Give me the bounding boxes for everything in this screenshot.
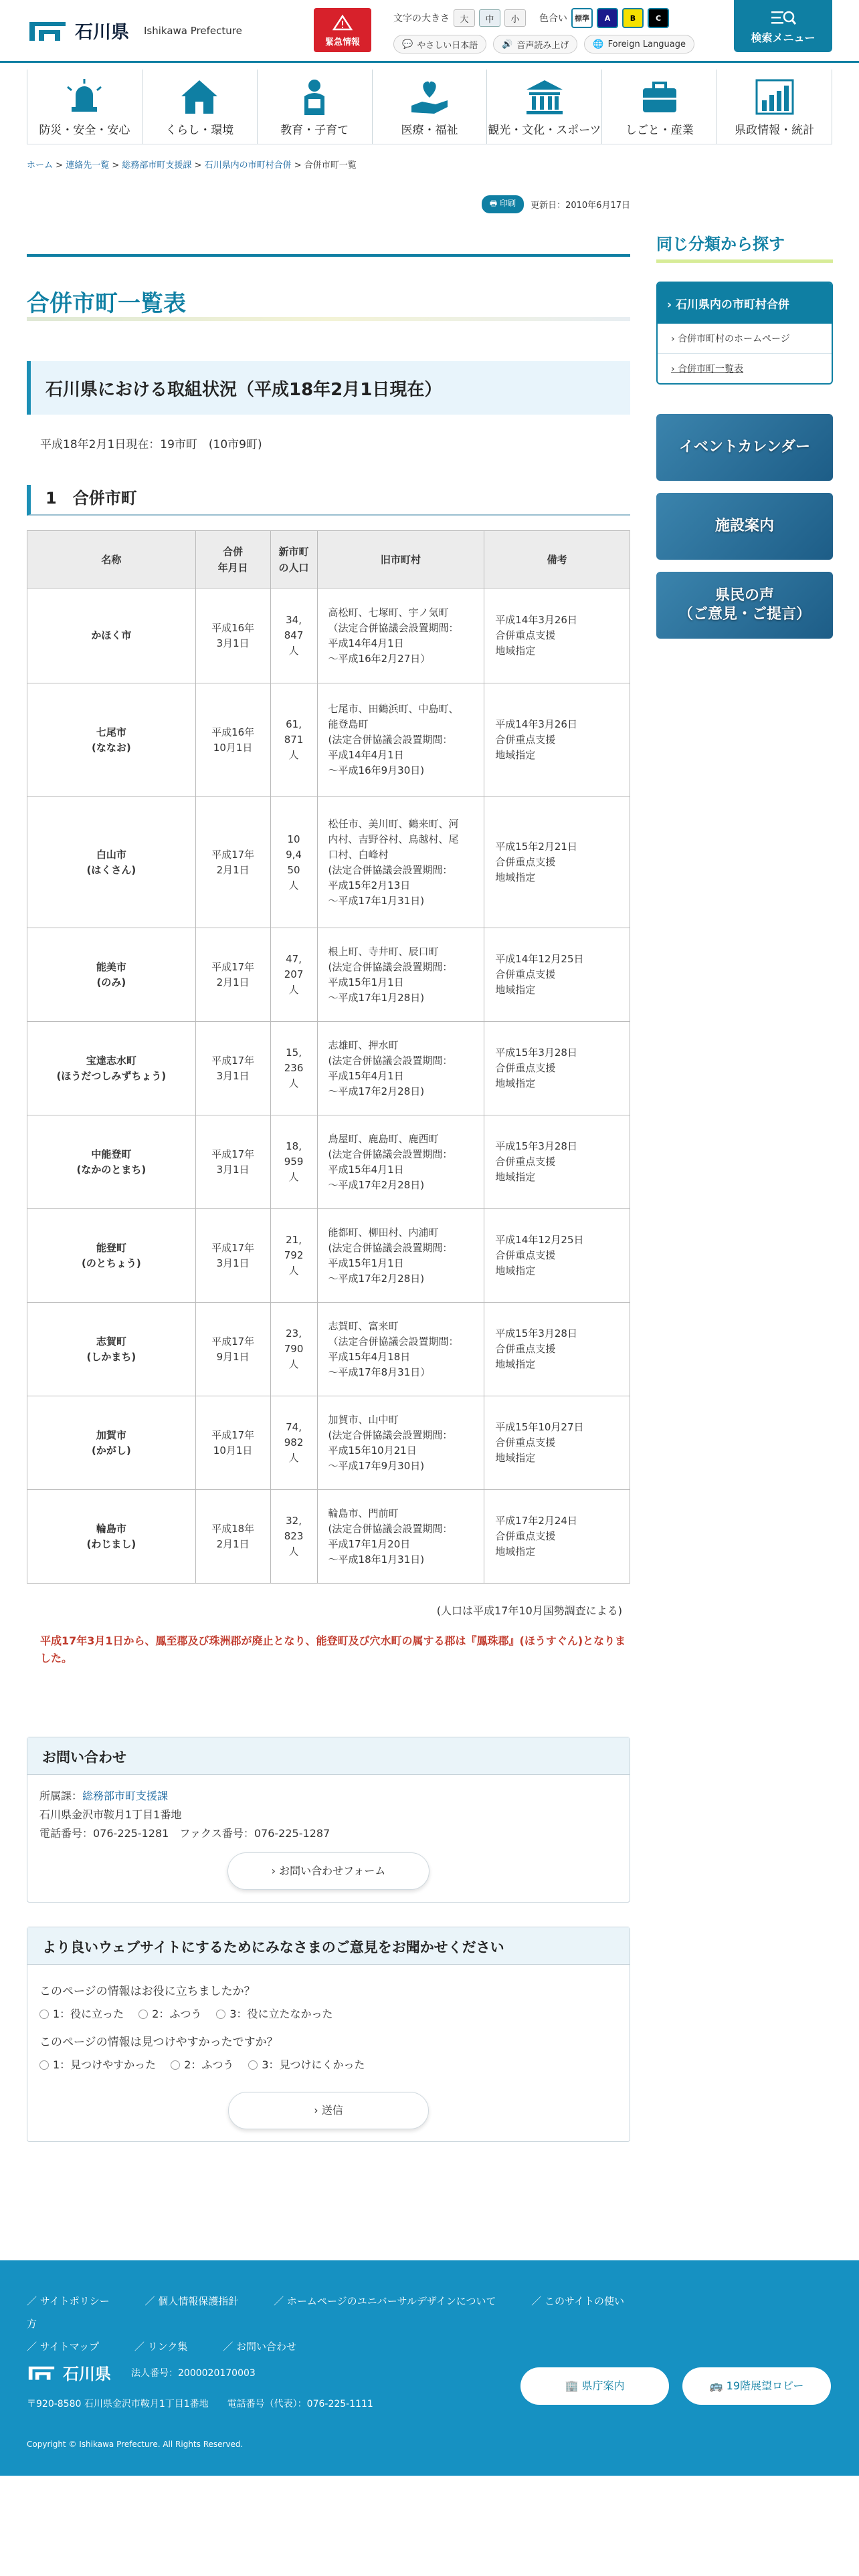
cell-name: 輪島市 (わじまし) <box>27 1490 196 1584</box>
cell-population: 34, 847 人 <box>270 588 317 683</box>
sidebar-category-title[interactable]: › 石川県内の市町村合併 <box>658 283 832 324</box>
building-icon: 🏢 <box>565 2379 582 2392</box>
emergency-label: 緊急情報 <box>324 37 360 47</box>
col-date: 合併 年月日 <box>195 531 270 588</box>
cell-former: 松任市、美川町、鶴来町、河 内村、吉野谷村、鳥越村、尾 口村、白峰村 (法定合併協議会設置期間： 平成15年2月13日 ～平成17年1月31日) <box>317 797 484 928</box>
bar-chart-icon <box>754 78 795 116</box>
corporate-number: 法人番号：2000020170003 <box>131 2367 256 2379</box>
q1-option-1[interactable]: 1：役に立った <box>39 2005 124 2024</box>
cell-date: 平成17年 2月1日 <box>195 928 270 1022</box>
globe-icon: 🌐 <box>593 39 604 49</box>
foreign-language-button[interactable]: 🌐 Foreign Language <box>584 35 694 53</box>
alert-light-icon <box>64 78 105 116</box>
radio-icon <box>138 2010 148 2019</box>
sidebar-item-merger-homepages[interactable]: › 合併市町村のホームページ <box>658 324 832 354</box>
footer-links <box>27 2290 629 2358</box>
facility-guide-banner[interactable]: 施設案内 <box>656 493 833 560</box>
footer-logo <box>27 2361 256 2384</box>
office-guide-button[interactable]: 🏢 県庁案内 <box>520 2367 669 2405</box>
q2-option-1[interactable]: 1：見つけやすかった <box>39 2056 156 2074</box>
global-nav <box>27 70 832 144</box>
cell-population: 21, 792 人 <box>270 1209 317 1303</box>
table-row <box>27 1022 630 1115</box>
font-medium-button[interactable]: 中 <box>479 9 500 27</box>
radio-icon <box>39 2060 49 2070</box>
survey-q1: このページの情報はお役に立ちましたか？ <box>39 1985 256 1998</box>
emergency-button[interactable] <box>314 8 371 52</box>
population-note: (人口は平成17年10月国勢調査による) <box>436 1604 622 1617</box>
event-calendar-banner[interactable]: イベントカレンダー <box>656 414 833 481</box>
cell-date: 平成17年 3月1日 <box>195 1209 270 1303</box>
cell-remarks: 平成15年3月28日 合併重点支援 地域指定 <box>484 1022 630 1115</box>
col-name: 名称 <box>27 531 196 588</box>
temple-icon <box>524 78 565 116</box>
gnav-item-tourism[interactable]: 観光・文化・スポーツ <box>486 70 601 144</box>
cell-name: 加賀市 (かがし) <box>27 1396 196 1490</box>
contact-address: 石川県金沢市鞍月1丁目1番地 <box>39 1808 182 1821</box>
page-title-block <box>27 254 630 321</box>
printer-icon: 🖶 <box>489 198 500 208</box>
site-footer <box>0 2260 859 2476</box>
footer-link-links[interactable]: ／ リンク集 <box>134 2341 188 2353</box>
sidebar-item-merger-list[interactable]: › 合併市町一覧表 <box>671 364 744 374</box>
dept-link[interactable]: 総務部市町支援課 <box>82 1790 169 1802</box>
survey-q2: このページの情報は見つけやすかったですか？ <box>39 2036 278 2049</box>
logo-english: Ishikawa Prefecture <box>144 24 242 37</box>
sidebar <box>656 231 833 639</box>
main-content <box>27 194 630 2142</box>
breadcrumb-current: 合併市町一覧 <box>304 160 357 171</box>
col-population: 新市町 の人口 <box>270 531 317 588</box>
cell-former: 志雄町、押水町 (法定合併協議会設置期間： 平成15年4月1日 ～平成17年2月28日) <box>317 1022 484 1115</box>
warning-icon <box>332 15 353 31</box>
cell-remarks: 平成15年3月28日 合併重点支援 地域指定 <box>484 1303 630 1396</box>
cell-population: 18, 959 人 <box>270 1115 317 1209</box>
cell-name: 中能登町 (なかのとまち) <box>27 1115 196 1209</box>
cell-former: 七尾市、田鶴浜町、中島町、 能登島町 (法定合併協議会設置期間： 平成14年4月1日 ～平成16年9月30日) <box>317 683 484 797</box>
prefecture-emblem-icon <box>27 18 68 43</box>
cell-population: 47, 207 人 <box>270 928 317 1022</box>
speech-bubble-icon: 💬 <box>402 39 413 49</box>
breadcrumb-home[interactable]: ホーム <box>27 160 54 171</box>
table-row <box>27 1490 630 1584</box>
q2-option-2[interactable]: 2：ふつう <box>171 2056 233 2074</box>
sidebar-category-box <box>656 282 833 385</box>
table-header-row <box>27 531 630 588</box>
logo-text: 石川県 <box>75 22 129 43</box>
heart-hand-icon <box>409 78 450 116</box>
search-menu-label: 検索メニュー <box>751 31 816 44</box>
citizens-voice-banner[interactable]: 県民の声 （ご意見・ご提言） <box>656 572 833 639</box>
cell-population: 15, 236 人 <box>270 1022 317 1115</box>
table-row <box>27 1396 630 1490</box>
title-decoration <box>27 317 630 321</box>
contact-title: お問い合わせ <box>27 1737 630 1775</box>
radio-icon <box>216 2010 225 2019</box>
cell-date: 平成17年 10月1日 <box>195 1396 270 1490</box>
cell-name: かほく市 <box>27 588 196 683</box>
table-row <box>27 1303 630 1396</box>
cell-date: 平成17年 9月1日 <box>195 1303 270 1396</box>
cell-remarks: 平成17年2月24日 合併重点支援 地域指定 <box>484 1490 630 1584</box>
table-row <box>27 797 630 928</box>
cell-former: 加賀市、山中町 (法定合併協議会設置期間： 平成15年10月21日 ～平成17年9月30日) <box>317 1396 484 1490</box>
radio-icon <box>39 2010 49 2019</box>
table-row <box>27 588 630 683</box>
table-row <box>27 928 630 1022</box>
gnav-item-education[interactable]: 教育・子育て <box>257 70 372 144</box>
radio-icon <box>248 2060 258 2070</box>
cell-former: 志賀町、富来町 （法定合併協議会設置期間： 平成15年4月18日 ～平成17年8月31日） <box>317 1303 484 1396</box>
child-icon <box>294 78 335 116</box>
county-note: 平成17年3月1日から、鳳至郡及び珠洲郡が廃止となり、能登町及び穴水町の属する郡は『鳳珠郡』(ほうすぐん)となりました。 <box>40 1634 626 1665</box>
cell-former: 能都町、柳田村、内浦町 (法定合併協議会設置期間： 平成15年1月1日 ～平成17年2月28日) <box>317 1209 484 1303</box>
breadcrumb-dept[interactable]: 総務部市町支援課 <box>122 160 192 171</box>
cell-name: 七尾市 (ななお) <box>27 683 196 797</box>
print-button[interactable]: 🖶 印刷 <box>482 195 524 213</box>
footer-link-privacy[interactable]: ／ 個人情報保護指針 <box>145 2295 239 2307</box>
color-a-button[interactable]: A <box>597 8 618 28</box>
cell-date: 平成17年 3月1日 <box>195 1115 270 1209</box>
table-row <box>27 1115 630 1209</box>
footer-link-contact[interactable]: ／ お問い合わせ <box>223 2341 296 2353</box>
read-aloud-button[interactable]: 🔊 音声読み上げ <box>493 35 577 53</box>
contact-phone: 電話番号：076-225-1281 ファクス番号：076-225-1287 <box>39 1827 330 1840</box>
cell-name: 白山市 (はくさん) <box>27 797 196 928</box>
cell-former: 高松町、七塚町、宇ノ気町 （法定合併協議会設置期間： 平成14年4月1日 ～平成16年2月27日） <box>317 588 484 683</box>
merger-table <box>27 530 630 1584</box>
cell-population: 32, 823 人 <box>270 1490 317 1584</box>
contact-box <box>27 1737 630 1903</box>
prefecture-emblem-icon <box>27 2363 56 2382</box>
radio-icon <box>171 2060 180 2070</box>
gnav-item-living[interactable]: くらし・環境 <box>142 70 257 144</box>
cell-remarks: 平成14年3月26日 合併重点支援 地域指定 <box>484 588 630 683</box>
cell-remarks: 平成14年12月25日 合併重点支援 地域指定 <box>484 1209 630 1303</box>
site-header <box>0 0 859 63</box>
cell-remarks: 平成14年12月25日 合併重点支援 地域指定 <box>484 928 630 1022</box>
font-small-button[interactable]: 小 <box>504 9 526 27</box>
accessibility-tools <box>393 8 714 53</box>
cell-name: 能登町 (のとちょう) <box>27 1209 196 1303</box>
section-title: 石川県における取組状況（平成18年2月1日現在） <box>27 361 630 415</box>
breadcrumb: ホーム > 連絡先一覧 > 総務部市町支援課 > 石川県内の市町村合併 > 合併市町一覧 <box>27 160 357 171</box>
briefcase-icon <box>639 78 680 116</box>
search-menu-icon <box>770 9 797 27</box>
cell-date: 平成16年 10月1日 <box>195 683 270 797</box>
cell-date: 平成17年 2月1日 <box>195 797 270 928</box>
gnav-item-statistics[interactable]: 県政情報・統計 <box>717 70 832 144</box>
updated-date: 更新日：2010年6月17日 <box>531 200 630 211</box>
cell-population: 74, 982 人 <box>270 1396 317 1490</box>
font-large-button[interactable]: 大 <box>454 9 475 27</box>
cell-remarks: 平成15年10月27日 合併重点支援 地域指定 <box>484 1396 630 1490</box>
footer-link-howto[interactable]: ／ このサイトの使い方 <box>27 2295 624 2330</box>
col-remarks: 備考 <box>484 531 630 588</box>
footer-logo-text: 石川県 <box>63 2365 111 2383</box>
status-summary: 平成18年2月1日現在：19市町 (10市9町) <box>40 438 262 451</box>
cell-former: 鳥屋町、鹿島町、鹿西町 (法定合併協議会設置期間： 平成15年4月1日 ～平成17年2月28日) <box>317 1115 484 1209</box>
breadcrumb-contacts[interactable]: 連絡先一覧 <box>66 160 110 171</box>
subsection-title: 1 合併市町 <box>27 485 630 516</box>
color-standard-button[interactable]: 標準 <box>571 8 593 28</box>
footer-link-sitemap[interactable]: ／ サイトマップ <box>27 2341 100 2353</box>
q1-option-2[interactable]: 2：ふつう <box>138 2005 201 2024</box>
house-icon <box>179 78 220 116</box>
gnav-item-work[interactable]: しごと・産業 <box>601 70 717 144</box>
survey-title: より良いウェブサイトにするためにみなさまのご意見をお聞かせください <box>27 1927 630 1965</box>
copyright: Copyright © Ishikawa Prefecture. All Rights Reserved. <box>27 2440 244 2449</box>
font-size-label: 文字の大きさ <box>393 13 450 24</box>
cell-former: 根上町、寺井町、辰口町 (法定合併協議会設置期間： 平成15年1月1日 ～平成17年1月28日) <box>317 928 484 1022</box>
sidebar-heading: 同じ分類から探す <box>656 231 833 263</box>
col-former: 旧市町村 <box>317 531 484 588</box>
survey-box <box>27 1927 630 2142</box>
cell-remarks: 平成15年3月28日 合併重点支援 地域指定 <box>484 1115 630 1209</box>
footer-address: 〒920-8580 石川県金沢市鞍月1丁目1番地 電話番号（代表）：076-225-1111 <box>27 2399 373 2409</box>
site-logo[interactable] <box>27 17 242 43</box>
cell-former: 輪島市、門前町 (法定合併協議会設置期間： 平成17年1月20日 ～平成18年1月31日) <box>317 1490 484 1584</box>
easy-japanese-button[interactable]: 💬 やさしい日本語 <box>393 35 486 53</box>
cell-remarks: 平成14年3月26日 合併重点支援 地域指定 <box>484 683 630 797</box>
breadcrumb-merger[interactable]: 石川県内の市町村合併 <box>204 160 292 171</box>
speaker-icon: 🔊 <box>502 39 513 49</box>
cell-date: 平成18年 2月1日 <box>195 1490 270 1584</box>
cell-population: 10 9,4 50 人 <box>270 797 317 928</box>
cell-population: 23, 790 人 <box>270 1303 317 1396</box>
cell-remarks: 平成15年2月21日 合併重点支援 地域指定 <box>484 797 630 928</box>
gnav-item-safety[interactable]: 防災・安全・安心 <box>27 70 142 144</box>
dept-label: 所属課： <box>39 1790 83 1802</box>
gnav-item-medical[interactable]: 医療・福祉 <box>372 70 487 144</box>
footer-link-site-policy[interactable]: ／ サイトポリシー <box>27 2295 110 2307</box>
lobby-icon: 🚌 <box>709 2379 727 2392</box>
page-title: 合併市町一覧表 <box>27 290 186 317</box>
cell-name: 能美市 (のみ) <box>27 928 196 1022</box>
color-label: 色合い <box>539 13 567 24</box>
color-b-button[interactable]: B <box>622 8 644 28</box>
cell-date: 平成16年 3月1日 <box>195 588 270 683</box>
cell-name: 志賀町 (しかまち) <box>27 1303 196 1396</box>
q2-option-3[interactable]: 3：見つけにくかった <box>248 2056 365 2074</box>
footer-link-universal-design[interactable]: ／ ホームページのユニバーサルデザインについて <box>274 2295 496 2307</box>
q1-option-3[interactable]: 3：役に立たなかった <box>216 2005 332 2024</box>
cell-population: 61, 871 人 <box>270 683 317 797</box>
cell-date: 平成17年 3月1日 <box>195 1022 270 1115</box>
color-c-button[interactable]: C <box>648 8 669 28</box>
observation-lobby-button[interactable]: 🚌 19階展望ロビー <box>682 2367 831 2405</box>
inquiry-form-button[interactable]: › お問い合わせフォーム <box>227 1852 430 1890</box>
survey-submit-button[interactable]: › 送信 <box>228 2092 429 2129</box>
table-row <box>27 1209 630 1303</box>
table-row <box>27 683 630 797</box>
cell-name: 宝達志水町 (ほうだつしみずちょう) <box>27 1022 196 1115</box>
search-menu-button[interactable] <box>734 0 832 52</box>
